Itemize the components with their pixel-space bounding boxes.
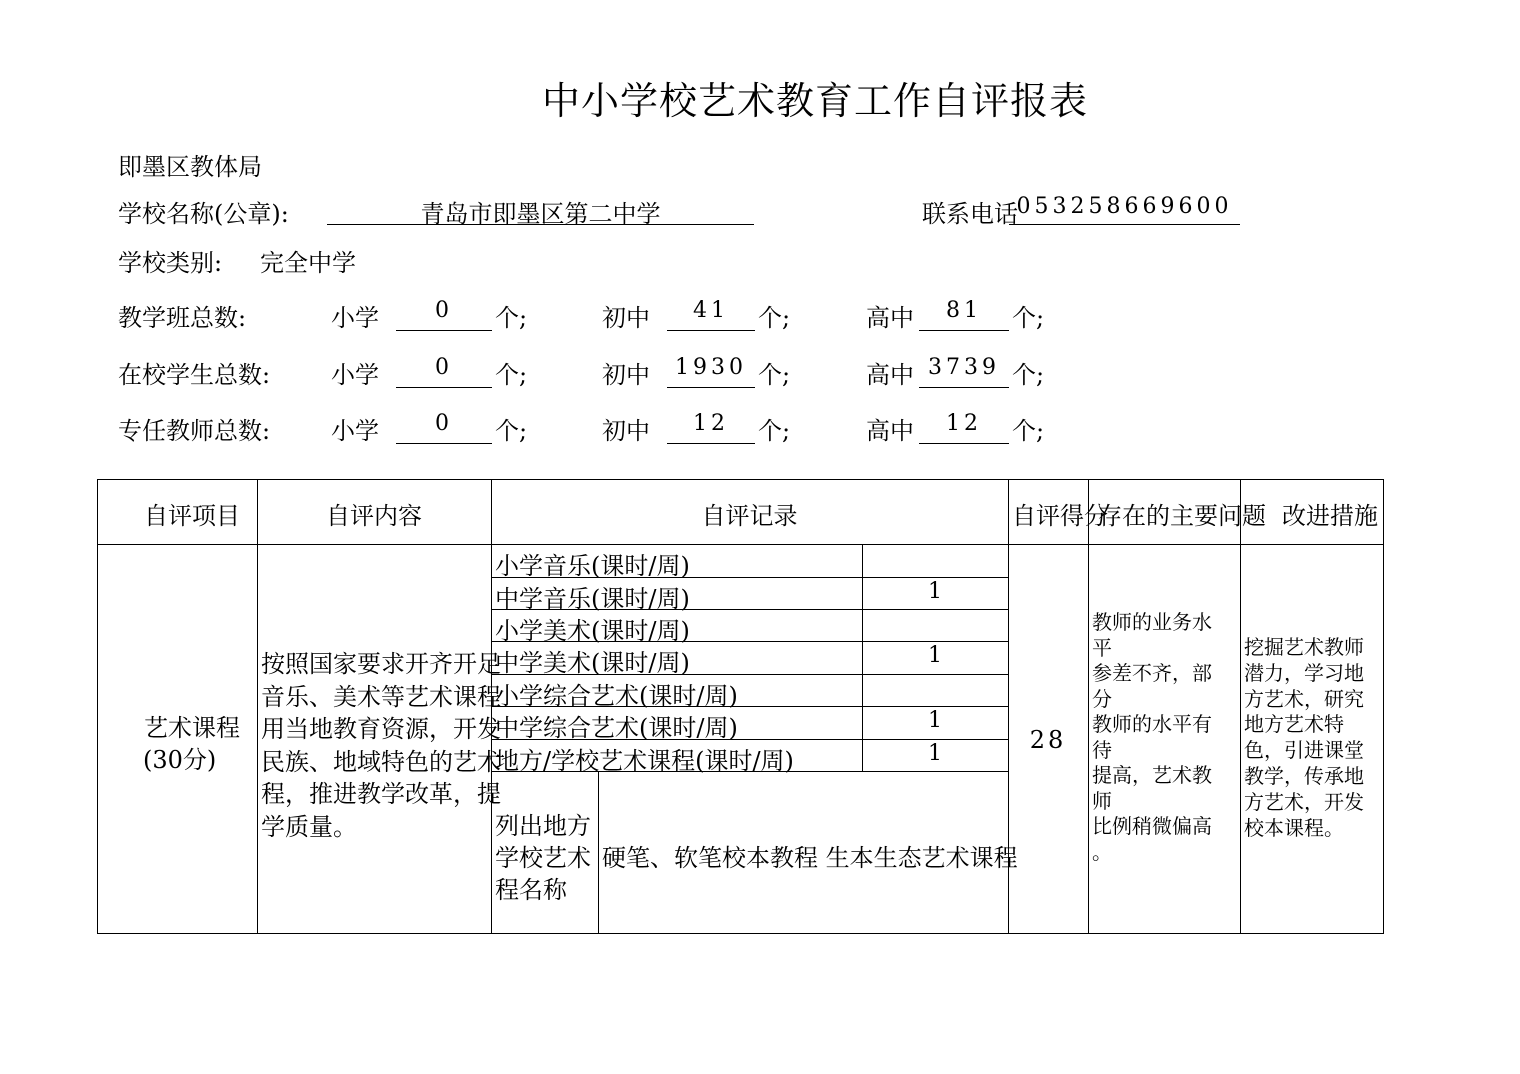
record-value: 1 xyxy=(928,643,942,668)
record-value: 1 xyxy=(928,579,942,604)
stats-row-label: 教学班总数: xyxy=(118,304,247,332)
junior-count: 41 xyxy=(667,298,755,331)
content-line: 音乐、美术等艺术课程 xyxy=(261,682,501,711)
list-label-line: 列出地方 xyxy=(495,812,591,840)
senior-label: 高中 xyxy=(866,417,914,445)
measure-line: 挖掘艺术教师 xyxy=(1244,635,1364,659)
primary-count: 0 xyxy=(396,298,492,331)
problem-line: 比例稍微偏高 xyxy=(1092,814,1212,838)
measure-line: 色，引进课堂 xyxy=(1244,738,1364,763)
unit-label: 个; xyxy=(758,361,791,389)
problem-line: 教师的水平有 xyxy=(1092,712,1212,736)
senior-count: 3739 xyxy=(919,355,1009,388)
measure-line: 方艺术，开发 xyxy=(1244,789,1364,814)
problem-line: 参差不齐，部 xyxy=(1092,661,1212,685)
list-label-line: 学校艺术 xyxy=(495,844,591,872)
measure-line: 地方艺术特 xyxy=(1244,712,1344,737)
junior-label: 初中 xyxy=(602,304,650,332)
problem-line: 平 xyxy=(1092,635,1112,660)
header-score: 自评得分 xyxy=(1012,502,1108,530)
junior-count: 12 xyxy=(667,411,755,444)
measure-line: 方艺术，研究 xyxy=(1244,686,1364,711)
header-problems: 存在的主要问题 xyxy=(1098,502,1266,530)
list-value: 硬笔、软笔校本教程 生本生态艺术课程 xyxy=(602,844,1018,872)
school-name-label: 学校名称(公章): xyxy=(118,200,289,228)
header-item: 自评项目 xyxy=(144,502,240,530)
junior-label: 初中 xyxy=(602,417,650,445)
content-line: 学质量。 xyxy=(261,812,357,841)
unit-label: 个; xyxy=(495,361,528,389)
unit-label: 个; xyxy=(758,417,791,445)
primary-label: 小学 xyxy=(331,361,379,389)
stats-row-label: 在校学生总数: xyxy=(118,361,271,389)
junior-label: 初中 xyxy=(602,361,650,389)
unit-label: 个; xyxy=(1012,361,1045,389)
primary-label: 小学 xyxy=(331,417,379,445)
junior-count: 1930 xyxy=(667,355,755,388)
problem-line: 。 xyxy=(1092,839,1112,864)
senior-label: 高中 xyxy=(866,304,914,332)
problem-line: 分 xyxy=(1092,686,1112,711)
header-content: 自评内容 xyxy=(326,502,422,530)
record-label: 小学综合艺术(课时/周) xyxy=(495,682,738,710)
unit-label: 个; xyxy=(1012,304,1045,332)
record-label: 小学美术(课时/周) xyxy=(495,617,690,645)
phone-label: 联系电话 xyxy=(922,200,1018,228)
bureau-name: 即墨区教体局 xyxy=(118,153,262,181)
item-name: 艺术课程 xyxy=(144,714,240,742)
self-score: 28 xyxy=(1029,726,1067,754)
item-score-max: (30分) xyxy=(143,746,217,774)
content-line: 民族、地域特色的艺术 xyxy=(261,747,501,776)
measure-line: 教学，传承地 xyxy=(1244,764,1364,788)
content-line: 用当地教育资源，开发 xyxy=(261,715,501,743)
senior-count: 12 xyxy=(919,411,1009,444)
problem-line: 待 xyxy=(1092,737,1112,762)
content-line: 程，推进教学改革，提 xyxy=(261,780,501,808)
measure-line: 潜力，学习地 xyxy=(1244,660,1364,685)
school-type-value: 完全中学 xyxy=(260,249,356,277)
record-label: 小学音乐(课时/周) xyxy=(495,552,690,580)
record-value: 1 xyxy=(928,741,942,766)
primary-count: 0 xyxy=(396,411,492,444)
primary-count: 0 xyxy=(396,355,492,388)
record-label: 地方/学校艺术课程(课时/周) xyxy=(495,747,794,775)
content-line: 按照国家要求开齐开足 xyxy=(261,650,501,678)
list-label-line: 程名称 xyxy=(495,876,567,904)
unit-label: 个; xyxy=(495,417,528,445)
problem-line: 师 xyxy=(1092,788,1112,813)
record-label: 中学音乐(课时/周) xyxy=(495,585,690,613)
header-measures: 改进措施 xyxy=(1282,502,1378,530)
record-label: 中学美术(课时/周) xyxy=(495,649,690,677)
phone-field: 053258669600 xyxy=(1009,194,1240,225)
problem-line: 教师的业务水 xyxy=(1092,610,1212,634)
record-value: 1 xyxy=(928,708,942,733)
school-type-label: 学校类别: xyxy=(118,249,223,277)
unit-label: 个; xyxy=(758,304,791,332)
senior-label: 高中 xyxy=(866,361,914,389)
stats-row-label: 专任教师总数: xyxy=(118,417,271,445)
primary-label: 小学 xyxy=(331,304,379,332)
header-record: 自评记录 xyxy=(701,502,798,530)
unit-label: 个; xyxy=(495,304,528,332)
senior-count: 81 xyxy=(919,298,1009,331)
problem-line: 提高，艺术教 xyxy=(1092,763,1212,787)
record-label: 中学综合艺术(课时/周) xyxy=(495,714,738,742)
unit-label: 个; xyxy=(1012,417,1045,445)
page-title: 中小学校艺术教育工作自评报表 xyxy=(541,79,1088,123)
school-name-field: 青岛市即墨区第二中学 xyxy=(327,194,754,225)
measure-line: 校本课程。 xyxy=(1244,815,1344,840)
